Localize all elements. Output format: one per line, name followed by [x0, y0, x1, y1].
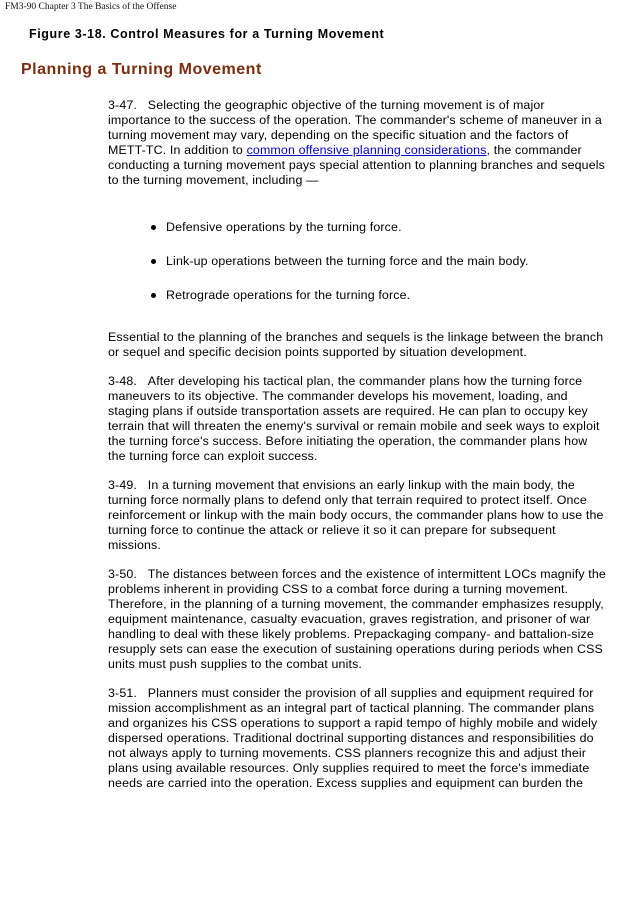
paragraph-3-51 [108, 686, 608, 791]
paragraph-number: 3-51. [108, 686, 137, 700]
paragraph-3-50 [108, 567, 608, 672]
bullet-icon [151, 259, 156, 264]
paragraph-number: 3-47. [108, 98, 137, 112]
paragraph-text: In a turning movement that envisions an early linkup with the main body, the turning force normally plans to defend only that terrain required to protect itself. Once reinforcement or linkup with the main body occurs, the commander plans how to use the turning force to continue the attack or relieve it so it can prepare for subsequent missions. [108, 478, 604, 552]
list-item [108, 254, 608, 269]
running-header: FM3-90 Chapter 3 The Basics of the Offense [5, 2, 177, 12]
paragraph-text: The distances between forces and the existence of intermittent LOCs magnify the problems inherent in providing CSS to a combat force during a turning movement. Therefore, in the planning of a turning movement, the commander emphasizes resupply, equipment maintenance, casualty evacuation, graves registration, and prisoner of war handling to deal with these likely problems. Prepackaging company- and battalion-size resupply sets can ease the execution of sustaining operations during periods when CSS units must push supplies to the combat units. [108, 567, 606, 671]
paragraph-number: 3-48. [108, 374, 137, 388]
paragraph-text: After developing his tactical plan, the commander plans how the turning force maneuvers to its objective. The commander develops his movement, loading, and staging plans if outside transportation assets are required. He can plan to occupy key terrain that will threaten the enemy's survival or remain mobile and seek ways to exploit the turning force's success. Before initiating the operation, the commander plans how the turning force can exploit success. [108, 374, 600, 463]
list-item-text: Retrograde operations for the turning force. [166, 288, 411, 302]
branches-sequels-list [108, 220, 608, 303]
paragraph-number: 3-50. [108, 567, 137, 581]
section-heading: Planning a Turning Movement [21, 61, 262, 78]
paragraph-3-49 [108, 478, 608, 553]
figure-caption: Figure 3-18. Control Measures for a Turning Movement [29, 27, 385, 41]
bullet-icon [151, 225, 156, 230]
paragraph-3-47 [108, 98, 608, 188]
bullet-icon [151, 293, 156, 298]
paragraph-text: , the commander conducting a turning movement pays special attention to planning branches and sequels to the turning movement, including — [108, 143, 605, 187]
paragraph-3-47-continued: Essential to the planning of the branches and sequels is the linkage between the branch or sequel and specific decision points supported by situation development. [108, 330, 604, 359]
paragraph-3-48 [108, 374, 608, 464]
paragraph-number: 3-49. [108, 478, 137, 492]
list-item-text: Defensive operations by the turning force. [166, 220, 402, 234]
list-item-text: Link-up operations between the turning force and the main body. [166, 254, 529, 268]
paragraph-text: Planners must consider the provision of all supplies and equipment required for mission accomplishment as an integral part of tactical planning. The commander plans and organizes his CSS operations to support a rapid tempo of highly mobile and widely dispersed operations. Traditional doctrinal supporting distances and responsibilities do not always apply to turning movements. CSS planners recognize this and adjust their plans using available resources. Only supplies required to meet the force's immediate needs are carried into the operation. Excess supplies and equipment can burden the [108, 686, 598, 790]
planning-considerations-link[interactable]: common offensive planning considerations [246, 143, 487, 157]
paragraph-text: Selecting the geographic objective of the turning movement is of major importance to the success of the operation. The commander's scheme of maneuver in a turning movement may vary, depending on the specific situation and the factors of METT-TC. In addition to [108, 98, 602, 157]
list-item [108, 288, 608, 303]
list-item [108, 220, 608, 235]
body-text [108, 98, 608, 805]
